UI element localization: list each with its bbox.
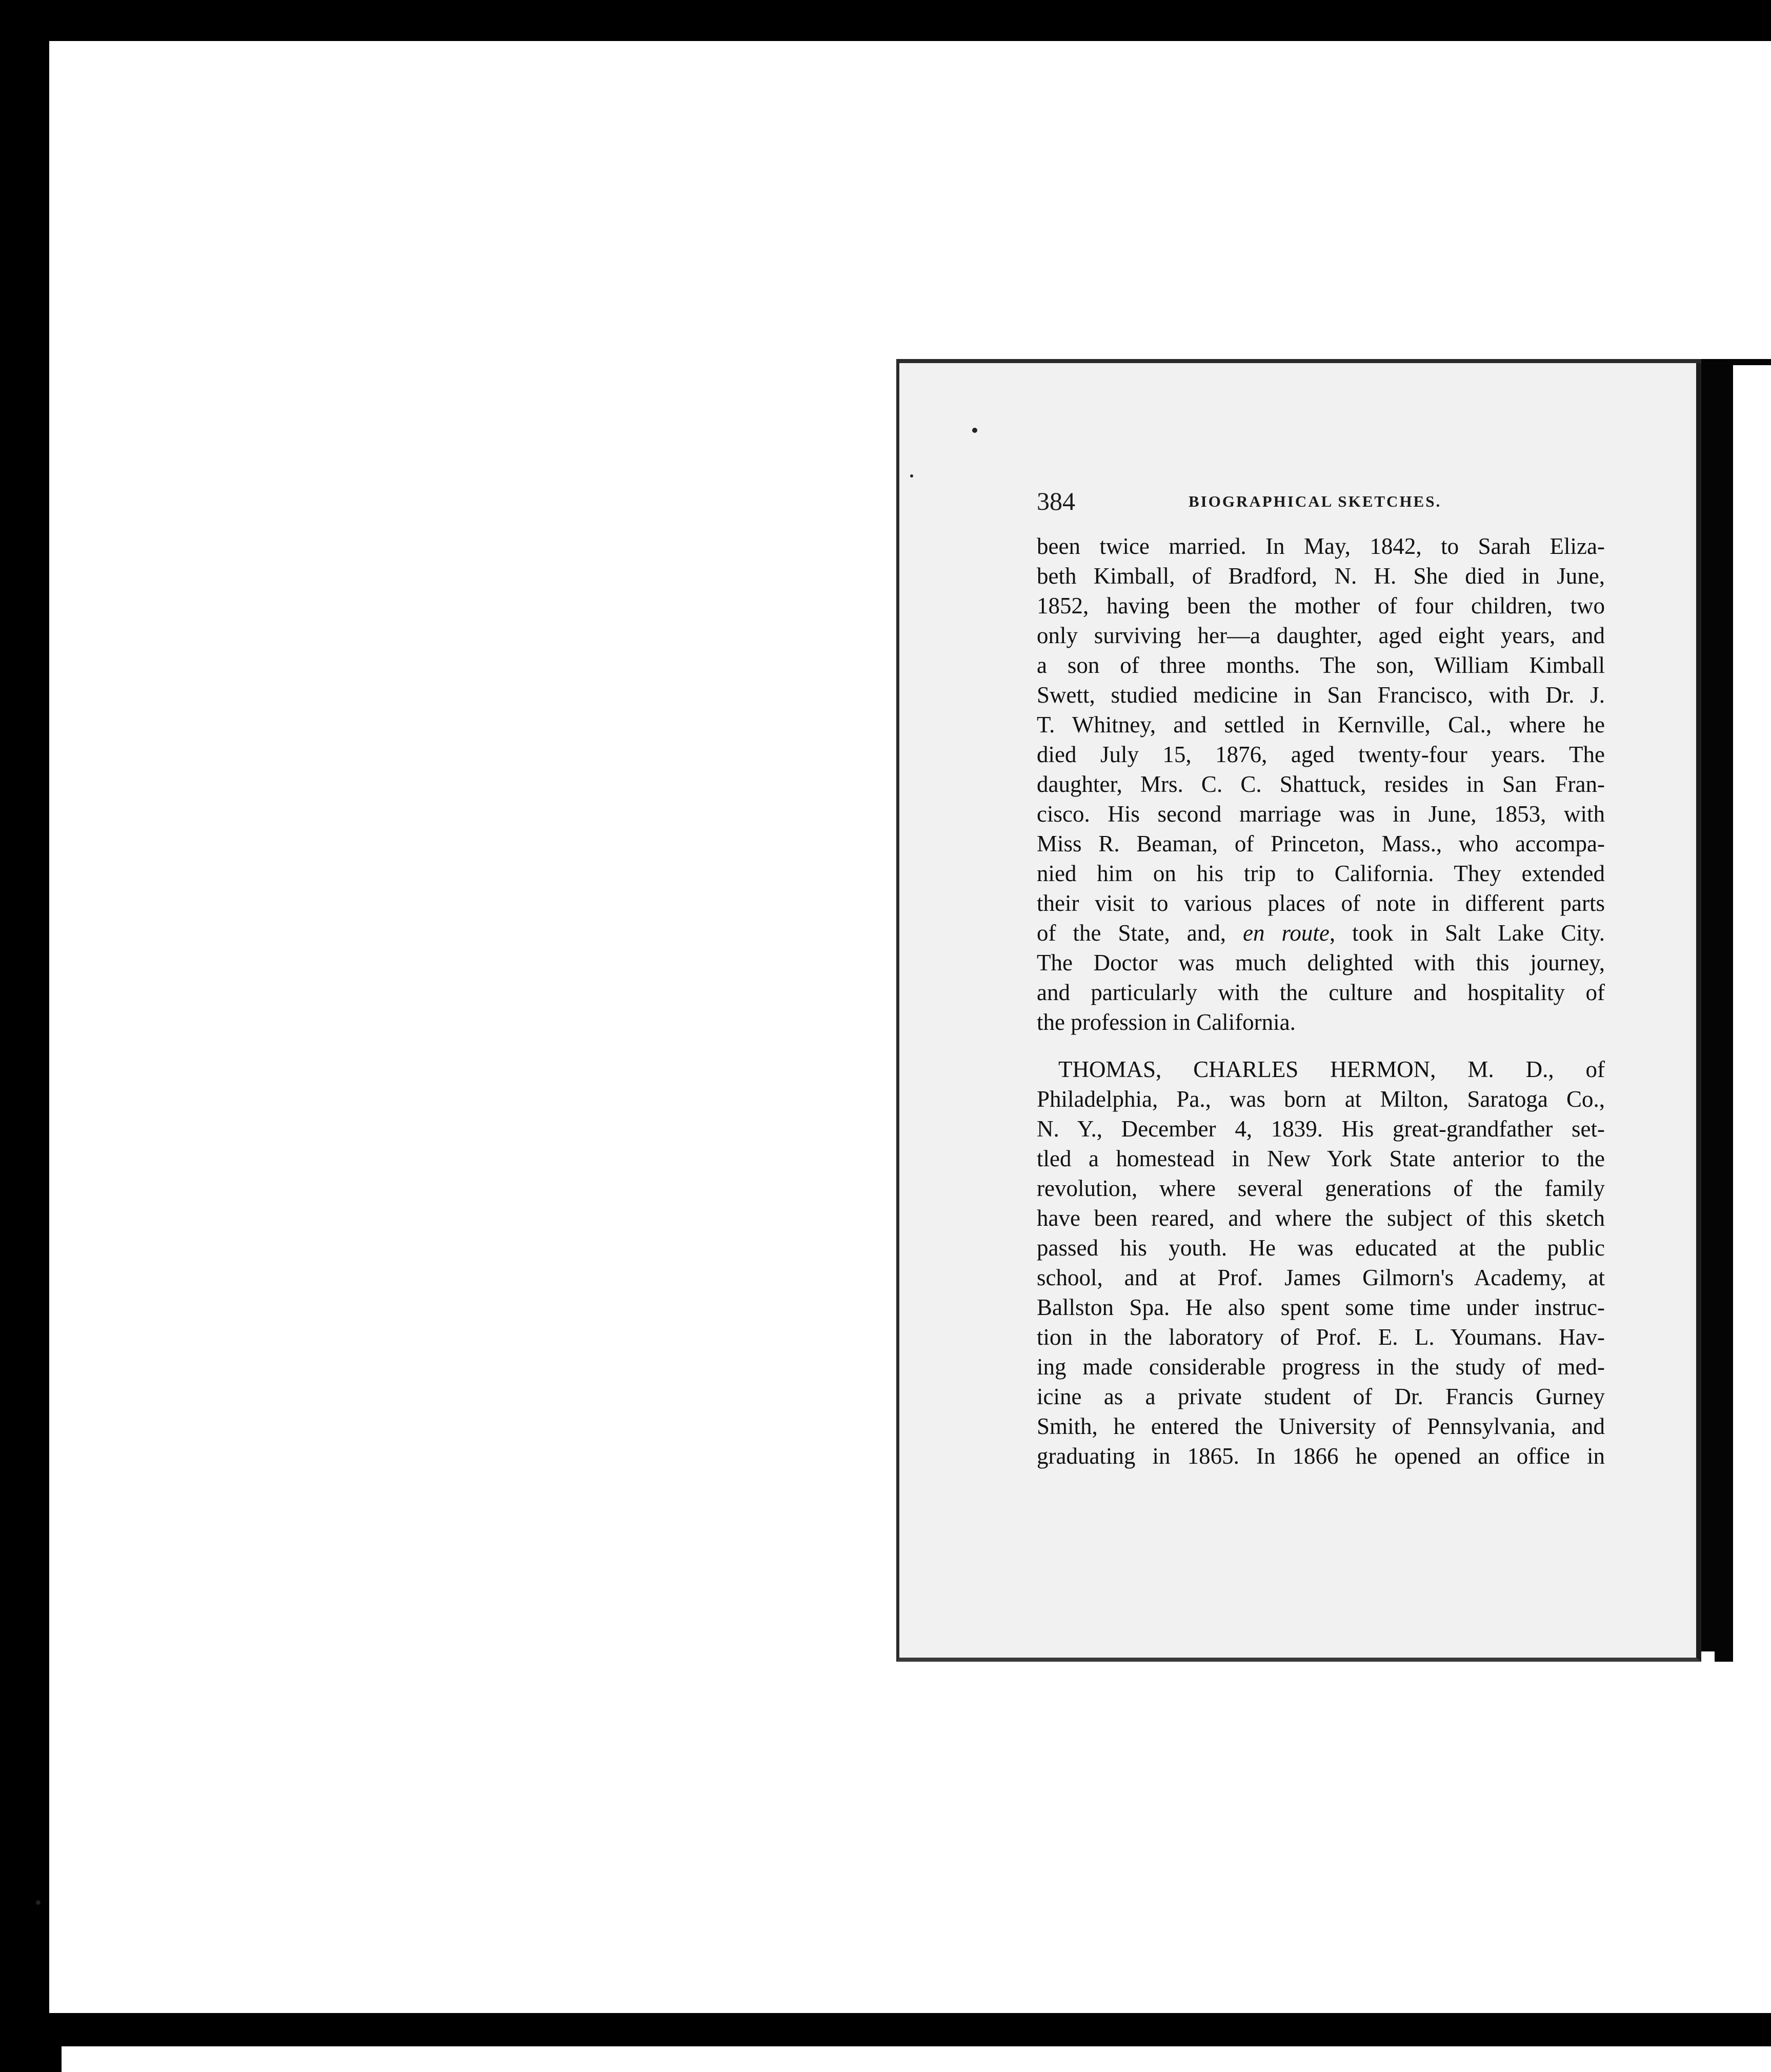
text-line: Philadelphia, Pa., was born at Milton, Saratoga Co., (1037, 1086, 1605, 1112)
scan-speck (36, 1900, 41, 1905)
text-line: ing made considerable progress in the study of med- (1037, 1354, 1605, 1380)
running-head-title: BIOGRAPHICAL SKETCHES. (1189, 492, 1442, 510)
text-line: revolution, where several generations of the family (1037, 1176, 1605, 1201)
text-line: beth Kimball, of Bradford, N. H. She died in June, (1037, 563, 1605, 589)
text-line: the profession in California. (1037, 1009, 1296, 1035)
paragraph-thomas (1037, 1054, 1605, 1471)
italic-phrase: en route (1243, 920, 1330, 946)
text-line: tion in the laboratory of Prof. E. L. Youmans. Hav- (1037, 1324, 1605, 1350)
text-line: Ballston Spa. He also spent some time under instruc- (1037, 1294, 1605, 1320)
facing-page-edge (1715, 359, 1771, 1662)
running-head (1037, 486, 1605, 517)
scan-speck (910, 474, 913, 477)
page-number: 384 (1037, 487, 1075, 515)
text-line: graduating in 1865. In 1866 he opened an office in (1037, 1443, 1605, 1469)
text-line: daughter, Mrs. C. C. Shattuck, resides in San Fran- (1037, 771, 1605, 797)
text-line: been twice married. In May, 1842, to Sarah Eliza- (1037, 533, 1605, 559)
text-line: The Doctor was much delighted with this journey, (1037, 950, 1605, 975)
text-line: died July 15, 1876, aged twenty-four years. The (1037, 742, 1605, 767)
book-spine (1701, 359, 1715, 1651)
text-line: N. Y., December 4, 1839. His great-grandfather set- (1037, 1116, 1605, 1142)
text-line: nied him on his trip to California. They extended (1037, 861, 1605, 886)
text-line-en-route: of the State, and, en route, took in Salt Lake City. (1037, 920, 1605, 946)
scan-speck (972, 428, 977, 433)
text-line: their visit to various places of note in different parts (1037, 890, 1605, 916)
text-line: and particularly with the culture and hospitality of (1037, 980, 1605, 1005)
body-text (1037, 531, 1605, 1471)
text-line: Swett, studied medicine in San Francisco, with Dr. J. (1037, 682, 1605, 708)
text-line: passed his youth. He was educated at the public (1037, 1235, 1605, 1261)
entry-heading-line: THOMAS, CHARLES HERMON, M. D., of (1058, 1057, 1605, 1082)
text-line: icine as a private student of Dr. Francis Gurney (1037, 1384, 1605, 1409)
text-line: school, and at Prof. James Gilmorn's Academy, at (1037, 1265, 1605, 1290)
text-line: Smith, he entered the University of Pennsylvania, and (1037, 1413, 1605, 1439)
scan-bottom-strip (62, 2046, 1771, 2072)
text-line: only surviving her—a daughter, aged eight years, and (1037, 623, 1605, 648)
text-line: T. Whitney, and settled in Kernville, Cal., where he (1037, 712, 1605, 738)
text-line: tled a homestead in New York State anterior to the (1037, 1146, 1605, 1171)
text-line: have been reared, and where the subject of this sketch (1037, 1205, 1605, 1231)
text-line: Miss R. Beaman, of Princeton, Mass., who accompa- (1037, 831, 1605, 856)
text-line: cisco. His second marriage was in June, 1853, with (1037, 801, 1605, 827)
text-line: a son of three months. The son, William Kimball (1037, 652, 1605, 678)
text-line: 1852, having been the mother of four children, two (1037, 593, 1605, 619)
paragraph-swett (1037, 531, 1605, 1037)
